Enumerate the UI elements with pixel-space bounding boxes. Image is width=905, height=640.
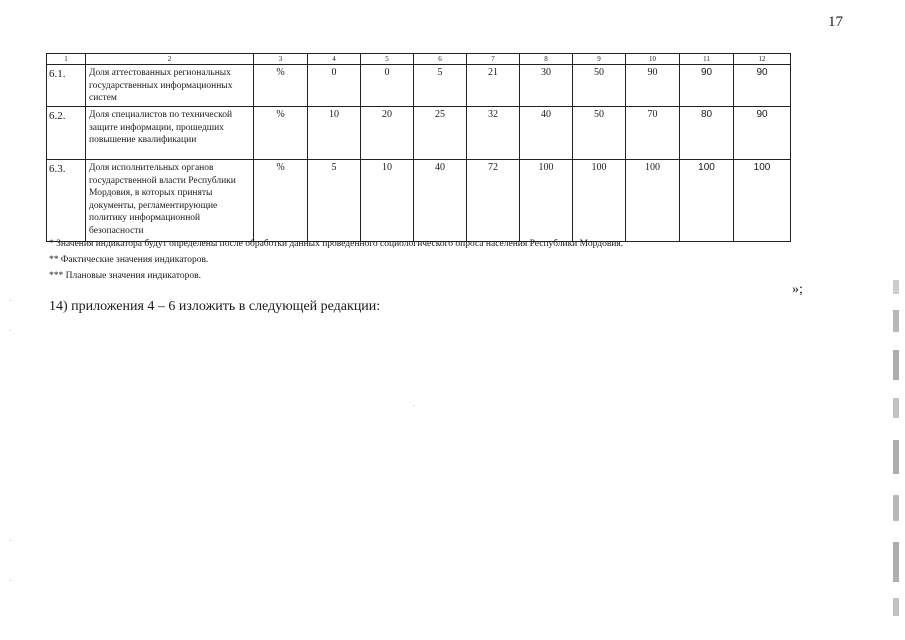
unit-cell: % — [254, 160, 308, 242]
column-header: 7 — [467, 54, 520, 65]
row-number: 6.3. — [47, 160, 86, 242]
value-cell: 50 — [573, 65, 626, 107]
column-header: 2 — [86, 54, 254, 65]
value-cell: 80 — [680, 107, 734, 160]
column-header: 10 — [626, 54, 680, 65]
value-cell: 90 — [626, 65, 680, 107]
value-cell: 90 — [680, 65, 734, 107]
scan-speck — [413, 405, 414, 406]
table-row — [47, 160, 791, 242]
value-cell: 5 — [308, 160, 361, 242]
value-cell: 10 — [361, 160, 414, 242]
indicators-table — [46, 53, 791, 242]
column-header: 11 — [680, 54, 734, 65]
column-header: 9 — [573, 54, 626, 65]
footnote-1: * Значения индикатора будут определены после обработки данных проведенного социологического опроса населения Республики Мордовия. — [49, 239, 624, 249]
indicator-description: Доля исполнительных органов государственной власти Республики Мордовия, в которых приняты документы, регламентирующие политику информационной безопасности — [86, 160, 254, 242]
value-cell: 0 — [361, 65, 414, 107]
scan-speck — [10, 330, 11, 331]
value-cell: 40 — [520, 107, 573, 160]
value-cell: 100 — [734, 160, 791, 242]
value-cell: 25 — [414, 107, 467, 160]
column-header: 4 — [308, 54, 361, 65]
value-cell: 32 — [467, 107, 520, 160]
table-row — [47, 65, 791, 107]
closing-quote: »; — [792, 282, 803, 297]
value-cell: 40 — [414, 160, 467, 242]
value-cell: 100 — [680, 160, 734, 242]
column-header: 3 — [254, 54, 308, 65]
column-header: 12 — [734, 54, 791, 65]
value-cell: 72 — [467, 160, 520, 242]
column-header: 6 — [414, 54, 467, 65]
column-header: 1 — [47, 54, 86, 65]
indicator-description: Доля аттестованных региональных государственных информационных систем — [86, 65, 254, 107]
indicator-description: Доля специалистов по технической защите информации, прошедших повышение квалификации — [86, 107, 254, 160]
column-header: 8 — [520, 54, 573, 65]
value-cell: 70 — [626, 107, 680, 160]
scan-speck — [10, 300, 11, 301]
unit-cell: % — [254, 107, 308, 160]
amendment-item-14: 14) приложения 4 – 6 изложить в следующей редакции: — [49, 299, 381, 314]
page-number: 17 — [828, 14, 843, 30]
unit-cell: % — [254, 65, 308, 107]
scan-edge-artifact — [893, 280, 901, 620]
row-number: 6.2. — [47, 107, 86, 160]
column-header: 5 — [361, 54, 414, 65]
value-cell: 5 — [414, 65, 467, 107]
value-cell: 100 — [626, 160, 680, 242]
value-cell: 10 — [308, 107, 361, 160]
value-cell: 100 — [573, 160, 626, 242]
row-number: 6.1. — [47, 65, 86, 107]
value-cell: 0 — [308, 65, 361, 107]
scan-speck — [10, 540, 11, 541]
footnotes — [49, 236, 809, 284]
table-header-row — [47, 54, 791, 65]
value-cell: 100 — [520, 160, 573, 242]
value-cell: 90 — [734, 65, 791, 107]
footnote-3: *** Плановые значения индикаторов. — [49, 271, 201, 281]
scan-speck — [10, 580, 11, 581]
value-cell: 90 — [734, 107, 791, 160]
value-cell: 30 — [520, 65, 573, 107]
value-cell: 21 — [467, 65, 520, 107]
table-row — [47, 107, 791, 160]
footnote-2: ** Фактические значения индикаторов. — [49, 255, 209, 265]
value-cell: 50 — [573, 107, 626, 160]
value-cell: 20 — [361, 107, 414, 160]
